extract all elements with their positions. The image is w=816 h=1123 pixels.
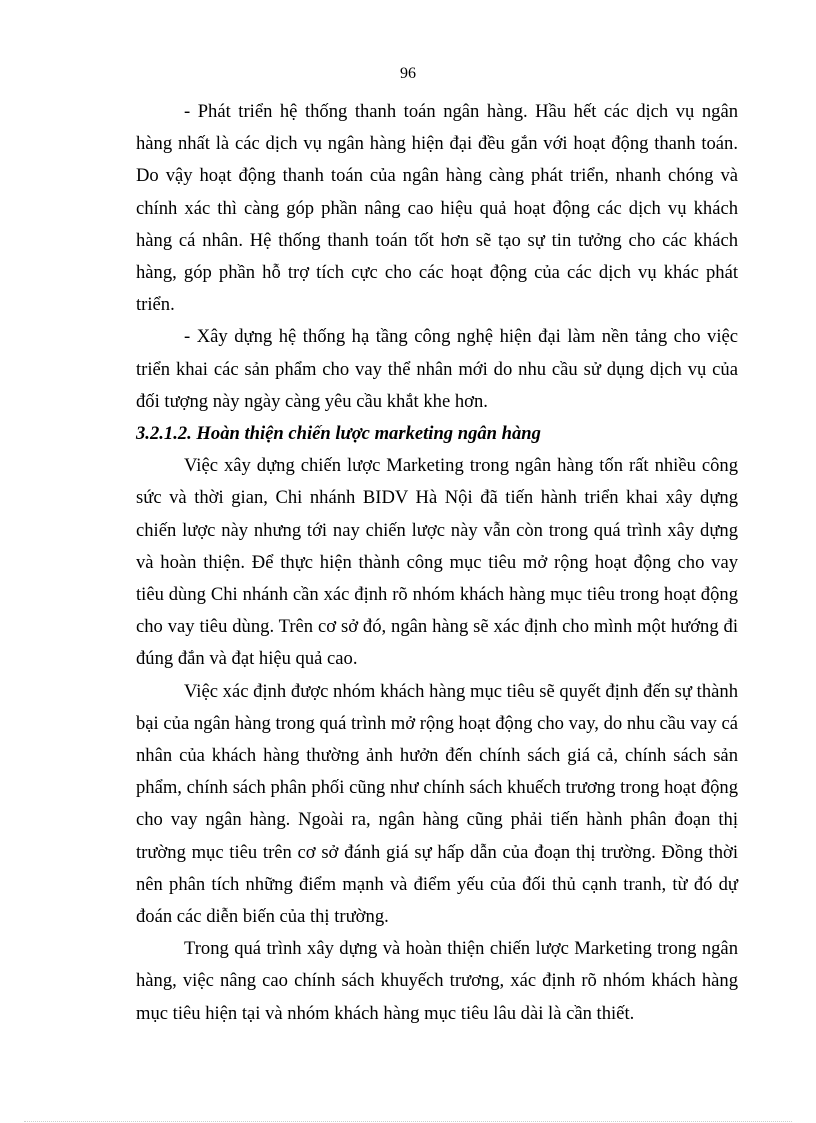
section-heading: 3.2.1.2. Hoàn thiện chiến lược marketing ngân hàng — [136, 423, 541, 445]
document-body — [136, 96, 738, 1030]
page-bottom-divider — [24, 1121, 792, 1122]
paragraph-conclusion: Trong quá trình xây dựng và hoàn thiện chiến lược Marketing trong ngân hàng, việc nâng cao chính sách khuyếch trương, xác định rõ nhóm khách hàng mục tiêu hiện tại và nhóm khách hàng mục tiêu lâu dài là cần thiết. — [136, 938, 738, 1024]
page-number: 96 — [400, 65, 416, 82]
paragraph-marketing-strategy: Việc xây dựng chiến lược Marketing trong ngân hàng tốn rất nhiều công sức và thời gian, Chi nhánh BIDV Hà Nội đã tiến hành triển khai xây dựng chiến lược này nhưng tới nay chiến lược này vẫn còn trong quá trình xây dựng và hoàn thiện. Để thực hiện thành công mục tiêu mở rộng hoạt động cho vay tiêu dùng Chi nhánh cần xác định rõ nhóm khách hàng mục tiêu trong hoạt động cho vay tiêu dùng. Trên cơ sở đó, ngân hàng sẽ xác định cho mình một hướng đi đúng đắn và đạt hiệu quả cao. — [136, 455, 738, 670]
paragraph-payment-system: - Phát triển hệ thống thanh toán ngân hàng. Hầu hết các dịch vụ ngân hàng nhất là các dịch vụ ngân hàng hiện đại đều gắn với hoạt động thanh toán. Do vậy hoạt động thanh toán của ngân hàng càng phát triển, nhanh chóng và chính xác thì càng góp phần nâng cao hiệu quả hoạt động các dịch vụ khách hàng cá nhân. Hệ thống thanh toán tốt hơn sẽ tạo sự tin tưởng cho các khách hàng, góp phần hỗ trợ tích cực cho các hoạt động của các dịch vụ khác phát triển. — [136, 101, 738, 316]
paragraph-target-customers: Việc xác định được nhóm khách hàng mục tiêu sẽ quyết định đến sự thành bại của ngân hàng trong quá trình mở rộng hoạt động cho vay, do nhu cầu vay cá nhân của khách hàng thường ảnh hưởn đến chính sách giá cả, chính sách sản phẩm, chính sách phân phối cũng như chính sách khuếch trương trong hoạt động cho vay ngân hàng. Ngoài ra, ngân hàng cũng phải tiến hành phân đoạn thị trường mục tiêu trên cơ sở đánh giá sự hấp dẫn của đoạn thị trường. Đồng thời nên phân tích những điểm mạnh và điểm yếu của đối thủ cạnh tranh, từ đó dự đoán các diễn biến của thị trường. — [136, 680, 738, 928]
paragraph-technology-infrastructure: - Xây dựng hệ thống hạ tầng công nghệ hiện đại làm nền tảng cho việc triển khai các sản phẩm cho vay thể nhân mới do nhu cầu sử dụng dịch vụ của đối tượng này ngày càng yêu cầu khắt khe hơn. — [136, 326, 738, 412]
